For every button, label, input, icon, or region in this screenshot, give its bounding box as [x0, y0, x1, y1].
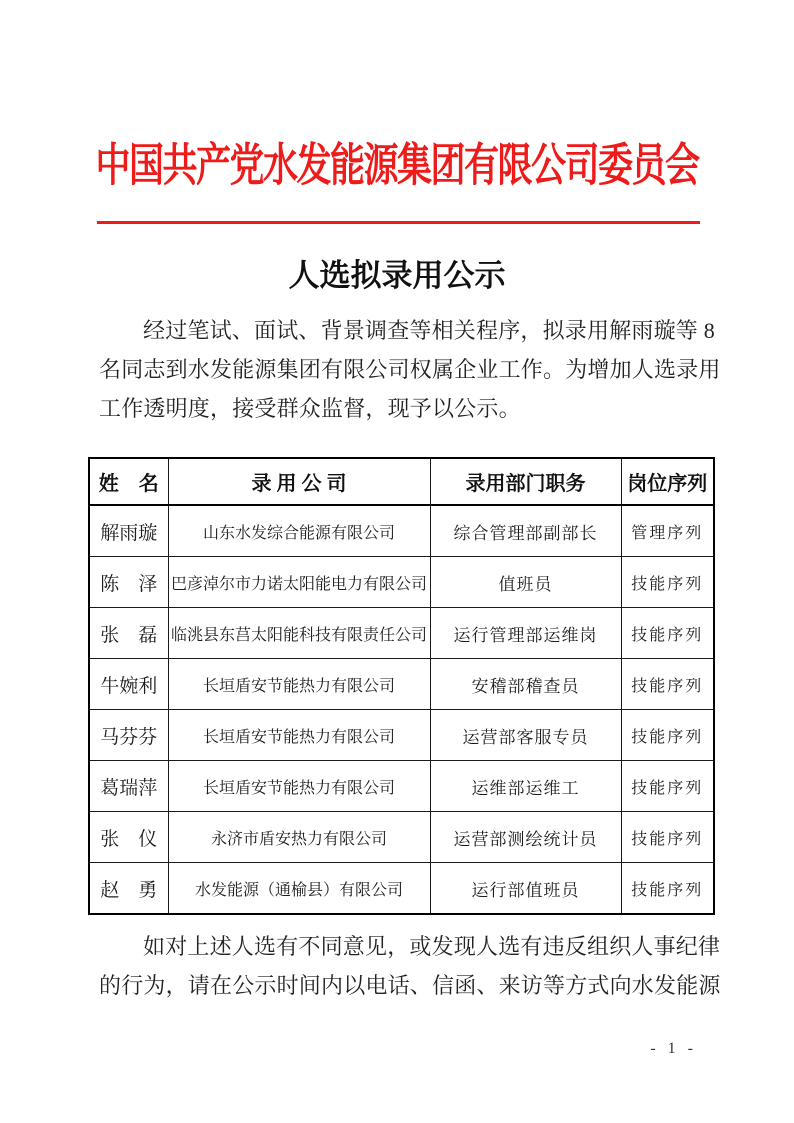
cell-series: 技能序列 — [621, 863, 714, 915]
cell-series: 技能序列 — [621, 659, 714, 710]
cell-company: 长垣盾安节能热力有限公司 — [168, 761, 430, 812]
column-header-name: 姓 名 — [89, 458, 168, 505]
paragraph-line: 的行为，请在公示时间内以电话、信函、来访等方式向水发能源 — [99, 973, 721, 998]
paragraph-line: 经过笔试、面试、背景调查等相关程序，拟录用解雨璇等 8 — [143, 318, 715, 343]
org-header-title: 中国共产党水发能源集团有限公司委员会 — [95, 140, 699, 191]
table-row — [89, 505, 714, 557]
cell-series: 技能序列 — [621, 557, 714, 608]
cell-name: 葛瑞萍 — [89, 761, 168, 812]
table-row — [89, 557, 714, 608]
table-row — [89, 863, 714, 915]
column-header-department: 录用部门职务 — [430, 458, 621, 505]
cell-series: 技能序列 — [621, 761, 714, 812]
cell-department: 值班员 — [430, 557, 621, 608]
table-row — [89, 812, 714, 863]
cell-company: 巴彦淖尔市力诺太阳能电力有限公司 — [168, 557, 430, 608]
cell-department: 运行管理部运维岗 — [430, 608, 621, 659]
cell-name: 陈 泽 — [89, 557, 168, 608]
cell-series: 技能序列 — [621, 812, 714, 863]
cell-company: 水发能源（通榆县）有限公司 — [168, 863, 430, 915]
cell-department: 安稽部稽查员 — [430, 659, 621, 710]
cell-series: 技能序列 — [621, 710, 714, 761]
column-header-company: 录 用 公 司 — [168, 458, 430, 505]
cell-department: 综合管理部副部长 — [430, 505, 621, 557]
table-row — [89, 608, 714, 659]
table-row — [89, 659, 714, 710]
cell-department: 运维部运维工 — [430, 761, 621, 812]
cell-name: 张 仪 — [89, 812, 168, 863]
cell-company: 长垣盾安节能热力有限公司 — [168, 710, 430, 761]
cell-series: 管理序列 — [621, 505, 714, 557]
hiring-table — [88, 457, 715, 915]
document-title: 人选拟录用公示 — [288, 258, 506, 293]
cell-name: 张 磊 — [89, 608, 168, 659]
cell-company: 长垣盾安节能热力有限公司 — [168, 659, 430, 710]
cell-company: 永济市盾安热力有限公司 — [168, 812, 430, 863]
closing-paragraph — [99, 927, 721, 1005]
paragraph-line: 如对上述人选有不同意见，或发现人选有违反组织人事纪律 — [143, 934, 721, 959]
paragraph-line: 名同志到水发能源集团有限公司权属企业工作。为增加人选录用 — [99, 357, 721, 382]
cell-name: 牛婉利 — [89, 659, 168, 710]
cell-series: 技能序列 — [621, 608, 714, 659]
cell-company: 临洮县东莒太阳能科技有限责任公司 — [168, 608, 430, 659]
cell-name: 解雨璇 — [89, 505, 168, 557]
table-body — [89, 505, 714, 914]
page-number: - 1 - — [650, 1040, 697, 1057]
red-divider-line — [97, 221, 700, 224]
cell-department: 运营部客服专员 — [430, 710, 621, 761]
table-row — [89, 710, 714, 761]
cell-department: 运营部测绘统计员 — [430, 812, 621, 863]
cell-name: 赵 勇 — [89, 863, 168, 915]
table-header-row — [89, 458, 714, 505]
column-header-series: 岗位序列 — [621, 458, 714, 505]
paragraph-line: 工作透明度，接受群众监督，现予以公示。 — [99, 396, 521, 421]
table-row — [89, 761, 714, 812]
cell-department: 运行部值班员 — [430, 863, 621, 915]
cell-name: 马芬芬 — [89, 710, 168, 761]
cell-company: 山东水发综合能源有限公司 — [168, 505, 430, 557]
intro-paragraph — [99, 311, 721, 428]
